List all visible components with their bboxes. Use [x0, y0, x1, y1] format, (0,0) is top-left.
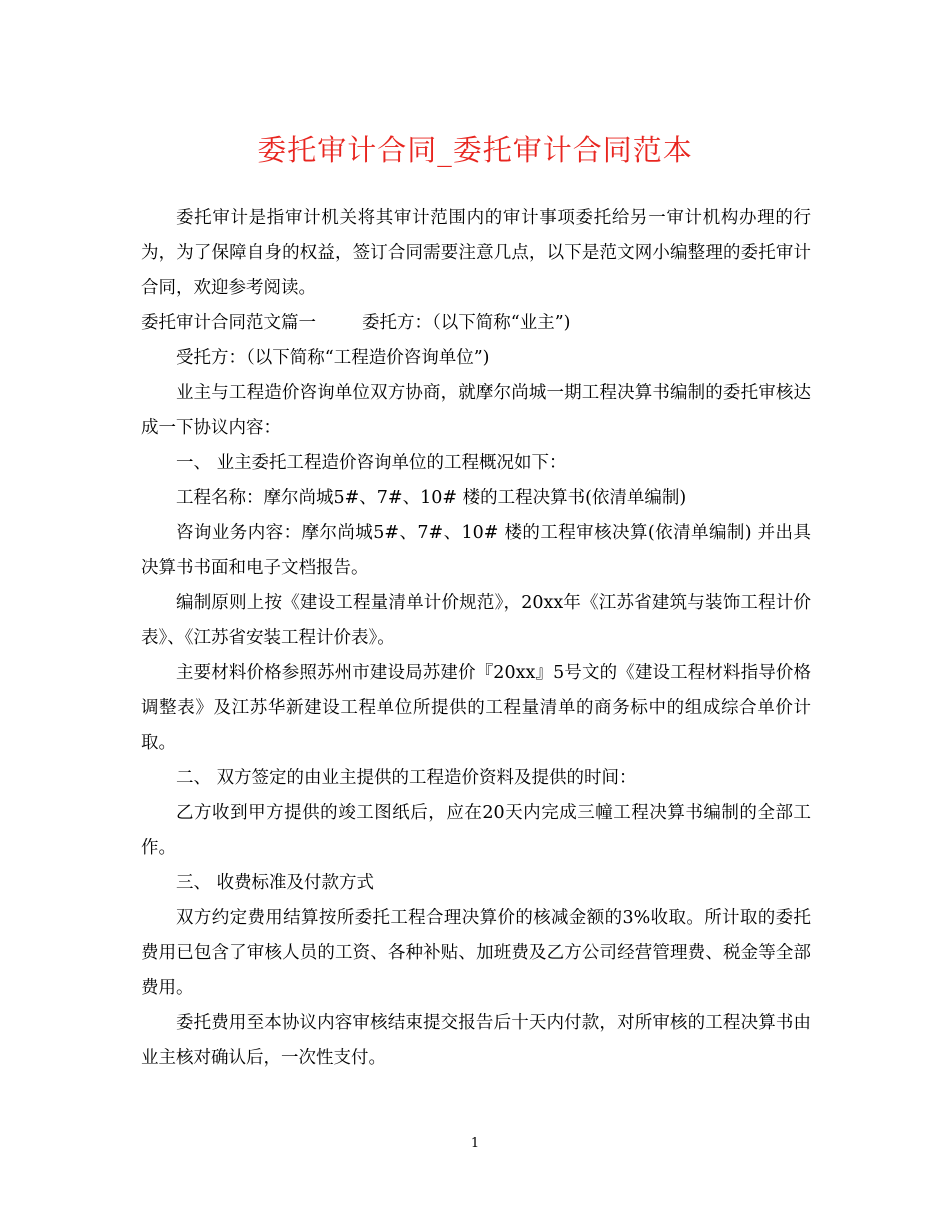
fee-paragraph: 双方约定费用结算按所委托工程合理决算价的核减金额的3%收取。所计取的委托费用已包含了审核人员的工资、各种补贴、加班费及乙方公司经营管理费、税金等全部费用。 [141, 908, 811, 998]
document-title: 委托审计合同_委托审计合同范本 [257, 133, 693, 167]
contractor-line: 受托方：（以下简称“工程造价咨询单位”) [176, 348, 490, 368]
sample-heading-line [141, 306, 811, 341]
principles-paragraph: 编制原则上按《建设工程量清单计价规范》，20xx年《江苏省建筑与装饰工程计价表》、《江苏省安装工程计价表》。 [141, 593, 811, 648]
sample-heading: 委托审计合同范文篇一 [141, 313, 316, 333]
consulting-content-paragraph: 咨询业务内容：摩尔尚城5#、7#、10# 楼的工程审核决算(依清单编制) 并出具决算书书面和电子文档报告。 [141, 523, 811, 578]
document-body [141, 201, 811, 1076]
page-number: 1 [470, 1136, 480, 1151]
project-name-paragraph: 工程名称：摩尔尚城5#、7#、10# 楼的工程决算书(依清单编制) [176, 488, 687, 508]
section-3-heading: 三、 收费标准及付款方式 [176, 873, 375, 893]
section-2-heading: 二、 双方签定的由业主提供的工程造价资料及提供的时间： [176, 768, 637, 788]
client-line: 委托方：（以下简称“业主”) [362, 313, 571, 333]
agreement-paragraph: 业主与工程造价咨询单位双方协商，就摩尔尚城一期工程决算书编制的委托审核达成一下协议内容： [141, 383, 811, 438]
section-1-heading: 一、 业主委托工程造价咨询单位的工程概况如下： [176, 453, 567, 473]
intro-paragraph: 委托审计是指审计机关将其审计范围内的审计事项委托给另一审计机构办理的行为，为了保障自身的权益，签订合同需要注意几点，以下是范文网小编整理的委托审计合同，欢迎参考阅读。 [141, 208, 811, 298]
timeline-paragraph: 乙方收到甲方提供的竣工图纸后，应在20天内完成三幢工程决算书编制的全部工作。 [141, 803, 811, 858]
payment-paragraph: 委托费用至本协议内容审核结束提交报告后十天内付款，对所审核的工程决算书由业主核对确认后，一次性支付。 [141, 1013, 811, 1068]
material-prices-paragraph: 主要材料价格参照苏州市建设局苏建价『20xx』5号文的《建设工程材料指导价格调整表》及江苏华新建设工程单位所提供的工程量清单的商务标中的组成综合单价计取。 [141, 663, 811, 753]
